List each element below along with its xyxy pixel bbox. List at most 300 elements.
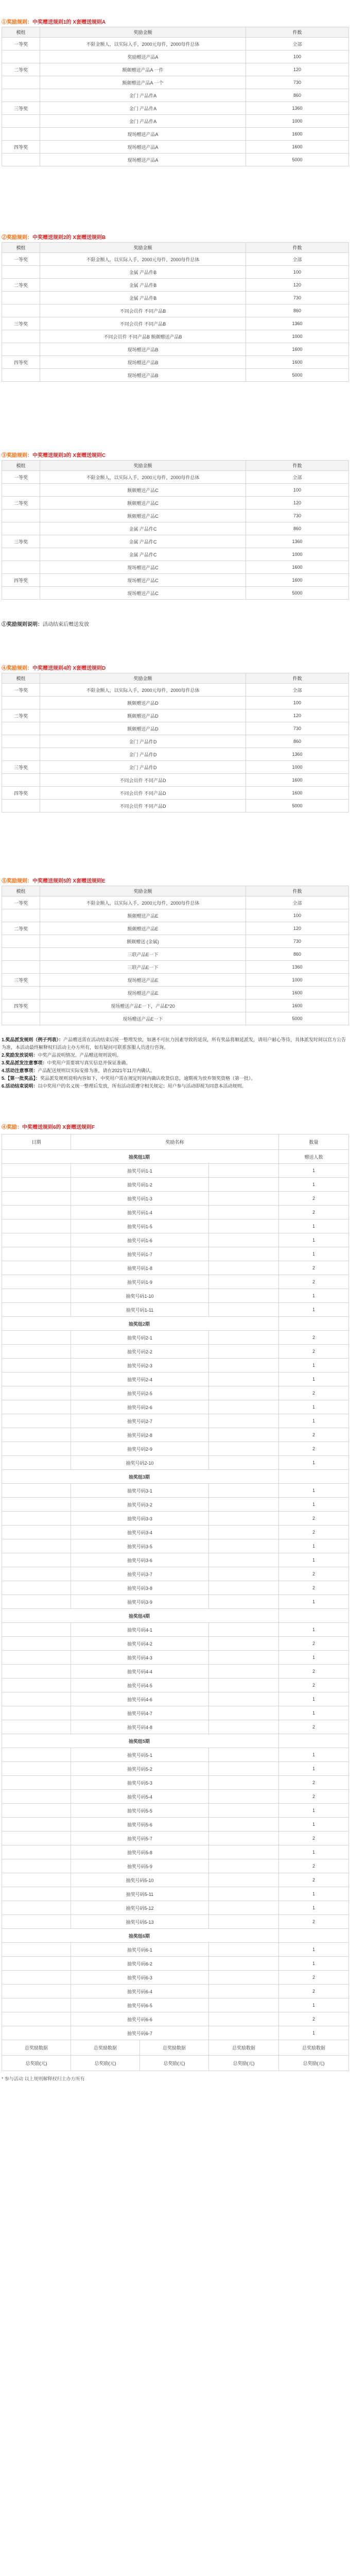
table-row bbox=[2, 304, 349, 317]
reward-desc: 额颇赠送产品A 一个 bbox=[40, 76, 246, 89]
reward-qty: 1360 bbox=[246, 317, 349, 330]
reward-desc: 现场赠送产品A bbox=[40, 154, 246, 166]
rule-note-label: 4.活动注意事项： bbox=[2, 1068, 38, 1073]
draw-item: 抽奖号码5-9 bbox=[71, 1859, 209, 1873]
draw-summary-cell: 总奖励数据 bbox=[279, 2040, 349, 2056]
reward-desc: 现场赠送产品B bbox=[40, 356, 246, 369]
draw-empty-cell bbox=[2, 1692, 71, 1706]
reward-qty: 1600 bbox=[246, 774, 349, 787]
reward-qty: 1360 bbox=[246, 961, 349, 974]
draw-value: 1 bbox=[279, 1372, 349, 1386]
draw-row bbox=[2, 1386, 349, 1400]
draw-item: 抽奖号码2-7 bbox=[71, 1414, 209, 1428]
note-text: 活动结束后赠送发放 bbox=[43, 622, 89, 628]
draw-value: 2 bbox=[279, 1345, 349, 1359]
reward-desc: 不限金额人，以实际入手，2000元每件，2000每件总体 bbox=[40, 684, 246, 697]
draw-empty-cell bbox=[2, 1595, 71, 1609]
section-title bbox=[2, 233, 106, 241]
reward-desc: 额颇赠送产品C bbox=[40, 497, 246, 510]
reward-qty: 1360 bbox=[246, 748, 349, 761]
draw-header-row bbox=[2, 1134, 349, 1150]
prize-tier: 三等奖 bbox=[2, 761, 40, 774]
draw-empty-cell bbox=[209, 1679, 279, 1692]
draw-item: 抽奖号码2-10 bbox=[71, 1456, 209, 1470]
table-row bbox=[2, 89, 349, 102]
rule-note bbox=[2, 1059, 347, 1067]
table-row bbox=[2, 330, 349, 343]
draw-value: 1 bbox=[279, 1178, 349, 1192]
reward-desc: 不限金额人，以实际入手，2000元每件，2000每件总体 bbox=[40, 896, 246, 909]
draw-row bbox=[2, 1178, 349, 1192]
draw-empty-cell bbox=[209, 1331, 279, 1345]
draw-value: 2 bbox=[279, 1386, 349, 1400]
draw-group-row bbox=[2, 1470, 349, 1484]
reward-desc: 不同会员件 不同产品D bbox=[40, 800, 246, 812]
draw-group-sub bbox=[279, 1929, 349, 1943]
column-header-c1: 模组 bbox=[2, 27, 40, 38]
reward-qty: 860 bbox=[246, 948, 349, 961]
draw-value: 2 bbox=[279, 1526, 349, 1539]
draw-group-row bbox=[2, 1317, 349, 1331]
draw-value: 2 bbox=[279, 1331, 349, 1345]
draw-group-row bbox=[2, 1734, 349, 1748]
draw-row bbox=[2, 1331, 349, 1345]
draw-empty-cell bbox=[209, 1998, 279, 2012]
draw-empty-cell bbox=[209, 1748, 279, 1762]
draw-empty-cell bbox=[209, 1192, 279, 1206]
column-header-c2: 奖励金额 bbox=[40, 886, 246, 896]
prize-tier bbox=[2, 548, 40, 561]
draw-empty-cell bbox=[209, 1442, 279, 1456]
prize-tier: 三等奖 bbox=[2, 535, 40, 548]
table-row bbox=[2, 510, 349, 522]
reward-desc: 现场赠送产品E bbox=[40, 987, 246, 999]
column-header-c2: 奖励金额 bbox=[40, 243, 246, 253]
draw-row bbox=[2, 2026, 349, 2040]
draw-row bbox=[2, 1498, 349, 1512]
draw-summary-row bbox=[2, 2056, 349, 2071]
draw-value: 1 bbox=[279, 1359, 349, 1372]
reward-desc: 现场赠送产品C bbox=[40, 587, 246, 600]
draw-item: 抽奖号码2-3 bbox=[71, 1359, 209, 1372]
draw-row bbox=[2, 1484, 349, 1498]
draw-item: 抽奖号码1-8 bbox=[71, 1261, 209, 1275]
draw-empty-cell bbox=[2, 1998, 71, 2012]
prize-tier bbox=[2, 266, 40, 279]
draw-row bbox=[2, 1873, 349, 1887]
draw-value: 1 bbox=[279, 1623, 349, 1637]
reward-desc: 不同会员件 不同产品B bbox=[40, 317, 246, 330]
section-label: ①奖励规则： bbox=[2, 20, 32, 25]
draw-item: 抽奖号码3-4 bbox=[71, 1526, 209, 1539]
draw-value: 1 bbox=[279, 1233, 349, 1247]
draw-empty-cell bbox=[2, 1539, 71, 1553]
reward-desc: 不限金额人，以实际入手，2000元每件，2000每件总体 bbox=[40, 471, 246, 484]
rule-note-text: 中奖产品说明情况。产品赠送规则说明。 bbox=[38, 1053, 121, 1058]
draw-value: 2 bbox=[279, 1428, 349, 1442]
table-row bbox=[2, 115, 349, 128]
reward-qty: 100 bbox=[246, 697, 349, 709]
reward-qty: 1000 bbox=[246, 330, 349, 343]
table-row bbox=[2, 471, 349, 484]
table-row bbox=[2, 63, 349, 76]
reward-qty: 5000 bbox=[246, 587, 349, 600]
table-row bbox=[2, 369, 349, 382]
prize-tier bbox=[2, 510, 40, 522]
table-row bbox=[2, 154, 349, 166]
draw-row bbox=[2, 1192, 349, 1206]
column-header-c1: 模组 bbox=[2, 673, 40, 684]
draw-empty-cell bbox=[2, 1414, 71, 1428]
column-header-c2: 奖励金额 bbox=[40, 27, 246, 38]
draw-empty-cell bbox=[209, 1456, 279, 1470]
reward-desc: 不限金额人，以实际入手，2000元每件，2000每件总体 bbox=[40, 253, 246, 266]
reward-qty: 860 bbox=[246, 522, 349, 535]
column-header-c3: 件数 bbox=[246, 673, 349, 684]
draw-item: 抽奖号码1-4 bbox=[71, 1206, 209, 1219]
reward-desc: 额颇赠送产品E bbox=[40, 922, 246, 935]
table-row bbox=[2, 684, 349, 697]
table-row bbox=[2, 356, 349, 369]
column-header-c3: 件数 bbox=[246, 461, 349, 471]
reward-desc: 金门 产品件A bbox=[40, 115, 246, 128]
draw-value: 1 bbox=[279, 1164, 349, 1178]
draw-empty-cell bbox=[209, 1915, 279, 1929]
section-heading: 中奖赠送规则1的 X套赠送规则A bbox=[32, 20, 106, 25]
section-title bbox=[2, 1123, 95, 1130]
draw-item: 抽奖号码3-9 bbox=[71, 1595, 209, 1609]
reward-qty: 1600 bbox=[246, 561, 349, 574]
prize-tier: 四等奖 bbox=[2, 356, 40, 369]
draw-empty-cell bbox=[2, 1289, 71, 1303]
draw-value: 1 bbox=[279, 1748, 349, 1762]
reward-desc: 不同会员件 不同产品B 额颇赠送产品B bbox=[40, 330, 246, 343]
section-heading: 中奖赠送规则2的 X套赠送规则B bbox=[32, 235, 106, 241]
draw-item: 抽奖号码2-2 bbox=[71, 1345, 209, 1359]
draw-empty-cell bbox=[2, 1637, 71, 1651]
reward-desc: 金门 产品件D bbox=[40, 735, 246, 748]
draw-value: 2 bbox=[279, 1720, 349, 1734]
prize-tier bbox=[2, 484, 40, 497]
draw-empty-cell bbox=[209, 1386, 279, 1400]
reward-desc: 三联产品E一下 bbox=[40, 961, 246, 974]
draw-group-name: 抽奖组2期 bbox=[2, 1317, 279, 1331]
reward-qty: 全部 bbox=[246, 896, 349, 909]
reward-qty: 1600 bbox=[246, 999, 349, 1012]
table-header-row bbox=[2, 886, 349, 896]
draw-empty-cell bbox=[2, 1345, 71, 1359]
draw-item: 抽奖号码3-5 bbox=[71, 1539, 209, 1553]
draw-item: 抽奖号码4-5 bbox=[71, 1679, 209, 1692]
draw-value: 1 bbox=[279, 2026, 349, 2040]
reward-desc: 金属 产品件B bbox=[40, 292, 246, 304]
draw-empty-cell bbox=[209, 1665, 279, 1679]
reward-qty: 全部 bbox=[246, 471, 349, 484]
draw-group-sub: 赠送人数 bbox=[279, 1150, 349, 1164]
reward-qty: 1000 bbox=[246, 115, 349, 128]
draw-empty-cell bbox=[209, 1484, 279, 1498]
reward-qty: 730 bbox=[246, 722, 349, 735]
section-title bbox=[2, 18, 106, 25]
draw-value: 1 bbox=[279, 1957, 349, 1971]
draw-value: 2 bbox=[279, 2012, 349, 2026]
draw-item: 抽奖号码5-10 bbox=[71, 1873, 209, 1887]
reward-qty: 100 bbox=[246, 484, 349, 497]
draw-value: 1 bbox=[279, 1219, 349, 1233]
draw-empty-cell bbox=[2, 1164, 71, 1178]
table-row bbox=[2, 697, 349, 709]
draw-empty-cell bbox=[209, 1637, 279, 1651]
rule-note bbox=[2, 1067, 347, 1075]
draw-empty-cell bbox=[209, 1887, 279, 1901]
draw-empty-cell bbox=[2, 1776, 71, 1790]
reward-desc: 现场赠送产品C bbox=[40, 574, 246, 587]
draw-value: 1 bbox=[279, 1484, 349, 1498]
reward-qty: 120 bbox=[246, 922, 349, 935]
draw-empty-cell bbox=[209, 1804, 279, 1818]
draw-group-sub bbox=[279, 1470, 349, 1484]
prize-tier: 一等奖 bbox=[2, 896, 40, 909]
reward-desc: 金属 产品件C bbox=[40, 548, 246, 561]
draw-value: 1 bbox=[279, 1289, 349, 1303]
draw-empty-cell bbox=[2, 1261, 71, 1275]
reward-desc: 奖励赠送产品A bbox=[40, 50, 246, 63]
draw-empty-cell bbox=[2, 1790, 71, 1804]
draw-row bbox=[2, 1665, 349, 1679]
prize-tier: 一等奖 bbox=[2, 253, 40, 266]
draw-item: 抽奖号码4-2 bbox=[71, 1637, 209, 1651]
reward-qty: 1600 bbox=[246, 987, 349, 999]
draw-value: 1 bbox=[279, 1400, 349, 1414]
draw-row bbox=[2, 1414, 349, 1428]
reward-desc: 不同会员件 不同产品D bbox=[40, 787, 246, 800]
draw-empty-cell bbox=[2, 1359, 71, 1372]
draw-value: 1 bbox=[279, 1818, 349, 1832]
table-row bbox=[2, 128, 349, 141]
column-header-name: 奖励名称 bbox=[71, 1134, 279, 1150]
draw-empty-cell bbox=[209, 1706, 279, 1720]
reward-desc: 金门 产品件A bbox=[40, 89, 246, 102]
draw-empty-cell bbox=[209, 2026, 279, 2040]
table-row bbox=[2, 974, 349, 987]
draw-item: 抽奖号码3-1 bbox=[71, 1484, 209, 1498]
draw-empty-cell bbox=[2, 1971, 71, 1985]
draw-row bbox=[2, 1706, 349, 1720]
draw-empty-cell bbox=[209, 1526, 279, 1539]
draw-empty-cell bbox=[209, 1247, 279, 1261]
draw-empty-cell bbox=[2, 1845, 71, 1859]
reward-desc: 现场赠送产品E bbox=[40, 974, 246, 987]
section-label: ④奖励： bbox=[2, 1125, 22, 1130]
reward-desc: 现场赠送产品E一下，产品E*20 bbox=[40, 999, 246, 1012]
reward-qty: 730 bbox=[246, 935, 349, 948]
prize-tier: 一等奖 bbox=[2, 471, 40, 484]
draw-empty-cell bbox=[2, 1400, 71, 1414]
rule-note-label: 5.【第一批奖品】： bbox=[2, 1076, 41, 1081]
reward-desc: 金门 产品件D bbox=[40, 761, 246, 774]
draw-row bbox=[2, 1637, 349, 1651]
table-row bbox=[2, 522, 349, 535]
table-header-row bbox=[2, 27, 349, 38]
reward-desc: 额颇赠送产品C bbox=[40, 484, 246, 497]
table-row bbox=[2, 935, 349, 948]
column-header-c3: 件数 bbox=[246, 27, 349, 38]
draw-row bbox=[2, 1748, 349, 1762]
prize-tier bbox=[2, 774, 40, 787]
draw-empty-cell bbox=[209, 1539, 279, 1553]
draw-empty-cell bbox=[209, 1845, 279, 1859]
table-header-row bbox=[2, 673, 349, 684]
draw-row bbox=[2, 1442, 349, 1456]
draw-item: 抽奖号码5-8 bbox=[71, 1845, 209, 1859]
draw-empty-cell bbox=[2, 1901, 71, 1915]
draw-item: 抽奖号码6-7 bbox=[71, 2026, 209, 2040]
draw-empty-cell bbox=[209, 1776, 279, 1790]
prize-tier bbox=[2, 735, 40, 748]
draw-empty-cell bbox=[2, 1331, 71, 1345]
draw-row bbox=[2, 1289, 349, 1303]
draw-row bbox=[2, 1679, 349, 1692]
reward-desc: 金门 产品件A bbox=[40, 102, 246, 115]
reward-qty: 1600 bbox=[246, 787, 349, 800]
draw-item: 抽奖号码1-5 bbox=[71, 1219, 209, 1233]
draw-item: 抽奖号码5-13 bbox=[71, 1915, 209, 1929]
draw-empty-cell bbox=[209, 1957, 279, 1971]
reward-table bbox=[2, 460, 349, 600]
draw-item: 抽奖号码1-6 bbox=[71, 1233, 209, 1247]
draw-row bbox=[2, 1776, 349, 1790]
draw-empty-cell bbox=[2, 1762, 71, 1776]
draw-empty-cell bbox=[2, 1456, 71, 1470]
draw-summary-cell: 总奖励(元) bbox=[279, 2056, 349, 2071]
draw-row bbox=[2, 1372, 349, 1386]
draw-empty-cell bbox=[2, 1873, 71, 1887]
reward-qty: 120 bbox=[246, 279, 349, 292]
draw-empty-cell bbox=[209, 1651, 279, 1665]
draw-summary-cell: 总奖励数据 bbox=[140, 2040, 209, 2056]
draw-value: 2 bbox=[279, 1581, 349, 1595]
draw-summary-cell: 总奖励数据 bbox=[71, 2040, 140, 2056]
draw-value: 1 bbox=[279, 1539, 349, 1553]
draw-row bbox=[2, 1359, 349, 1372]
draw-row bbox=[2, 1651, 349, 1665]
draw-value: 1 bbox=[279, 1414, 349, 1428]
draw-value: 2 bbox=[279, 1665, 349, 1679]
draw-empty-cell bbox=[209, 1512, 279, 1526]
draw-empty-cell bbox=[2, 1567, 71, 1581]
draw-empty-cell bbox=[2, 1832, 71, 1845]
table-row bbox=[2, 561, 349, 574]
draw-empty-cell bbox=[209, 1818, 279, 1832]
draw-empty-cell bbox=[209, 1553, 279, 1567]
prize-tier bbox=[2, 50, 40, 63]
draw-row bbox=[2, 1804, 349, 1818]
reward-qty: 100 bbox=[246, 909, 349, 922]
draw-empty-cell bbox=[2, 1219, 71, 1233]
reward-qty: 5000 bbox=[246, 800, 349, 812]
draw-empty-cell bbox=[209, 1289, 279, 1303]
draw-value: 1 bbox=[279, 1651, 349, 1665]
draw-summary-cell: 总奖励(元) bbox=[140, 2056, 209, 2071]
table-row bbox=[2, 535, 349, 548]
draw-value: 1 bbox=[279, 1692, 349, 1706]
reward-desc: 额颇赠送产品C bbox=[40, 510, 246, 522]
draw-group-sub bbox=[279, 1609, 349, 1623]
rule-note bbox=[2, 1082, 347, 1090]
draw-empty-cell bbox=[209, 1428, 279, 1442]
draw-summary-cell: 总奖励(元) bbox=[2, 2056, 71, 2071]
draw-row bbox=[2, 1275, 349, 1289]
prize-tier: 一等奖 bbox=[2, 684, 40, 697]
reward-desc: 额颇赠送 (金属) bbox=[40, 935, 246, 948]
draw-empty-cell bbox=[2, 1706, 71, 1720]
reward-desc: 现场赠送产品E一下 bbox=[40, 1012, 246, 1025]
draw-item: 抽奖号码2-4 bbox=[71, 1372, 209, 1386]
draw-item: 抽奖号码1-10 bbox=[71, 1289, 209, 1303]
table-row bbox=[2, 574, 349, 587]
draw-item: 抽奖号码5-1 bbox=[71, 1748, 209, 1762]
table-row bbox=[2, 343, 349, 356]
draw-empty-cell bbox=[209, 1623, 279, 1637]
table-row bbox=[2, 253, 349, 266]
draw-empty-cell bbox=[2, 1206, 71, 1219]
reward-table bbox=[2, 242, 349, 382]
draw-empty-cell bbox=[2, 1372, 71, 1386]
draw-row bbox=[2, 1901, 349, 1915]
reward-desc: 现场赠送产品B bbox=[40, 343, 246, 356]
section-heading: 中奖赠送规则6的 X套赠送规则F bbox=[22, 1125, 95, 1130]
prize-tier bbox=[2, 343, 40, 356]
draw-empty-cell bbox=[2, 1275, 71, 1289]
draw-empty-cell bbox=[2, 1303, 71, 1317]
draw-item: 抽奖号码1-3 bbox=[71, 1192, 209, 1206]
draw-value: 2 bbox=[279, 1206, 349, 1219]
draw-row bbox=[2, 1943, 349, 1957]
prize-tier bbox=[2, 330, 40, 343]
draw-empty-cell bbox=[209, 1359, 279, 1372]
column-header-c3: 件数 bbox=[246, 243, 349, 253]
draw-row bbox=[2, 1985, 349, 1998]
table-row bbox=[2, 279, 349, 292]
draw-value: 2 bbox=[279, 1261, 349, 1275]
draw-row bbox=[2, 1581, 349, 1595]
draw-row bbox=[2, 1261, 349, 1275]
draw-row bbox=[2, 1998, 349, 2012]
draw-empty-cell bbox=[209, 2012, 279, 2026]
reward-desc: 金门 产品件D bbox=[40, 748, 246, 761]
draw-value: 2 bbox=[279, 1776, 349, 1790]
prize-tier bbox=[2, 909, 40, 922]
reward-desc: 三联产品E一下 bbox=[40, 948, 246, 961]
draw-row bbox=[2, 1247, 349, 1261]
prize-tier bbox=[2, 304, 40, 317]
draw-group-name: 抽奖组6期 bbox=[2, 1929, 279, 1943]
reward-qty: 1000 bbox=[246, 761, 349, 774]
column-header-c1: 模组 bbox=[2, 886, 40, 896]
reward-qty: 1000 bbox=[246, 974, 349, 987]
reward-qty: 860 bbox=[246, 89, 349, 102]
reward-qty: 120 bbox=[246, 709, 349, 722]
reward-qty: 730 bbox=[246, 292, 349, 304]
table-row bbox=[2, 484, 349, 497]
draw-value: 1 bbox=[279, 1706, 349, 1720]
prize-tier bbox=[2, 1012, 40, 1025]
draw-empty-cell bbox=[2, 1985, 71, 1998]
draw-empty-cell bbox=[209, 1985, 279, 1998]
draw-empty-cell bbox=[209, 1901, 279, 1915]
draw-group-sub bbox=[279, 1734, 349, 1748]
draw-row bbox=[2, 1887, 349, 1901]
